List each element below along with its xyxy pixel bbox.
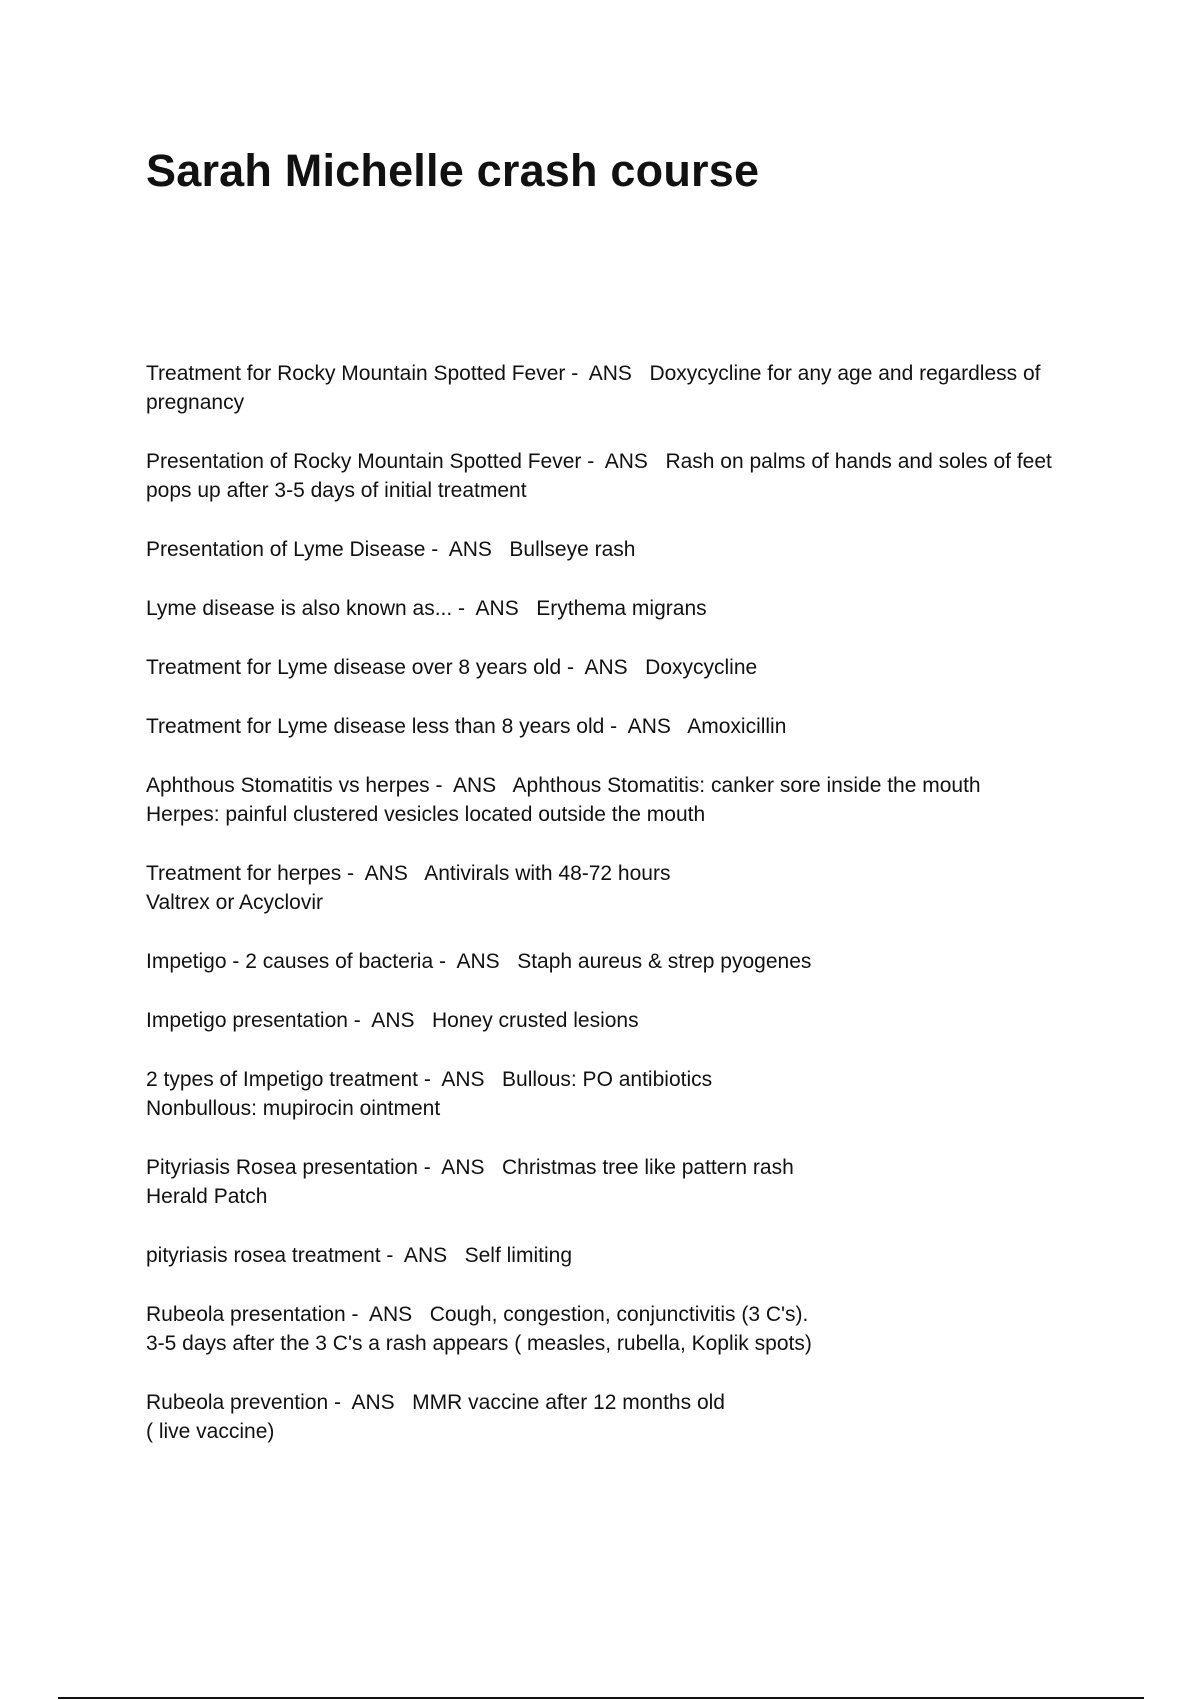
question-text: Rubeola prevention: [146, 1391, 329, 1414]
answer-continuation: ( live vaccine): [146, 1420, 275, 1443]
question-text: Presentation of Rocky Mountain Spotted Fever: [146, 450, 582, 473]
answer-text: Bullseye rash: [509, 538, 636, 561]
qa-item: [146, 1153, 1086, 1211]
question-text: Presentation of Lyme Disease: [146, 538, 426, 561]
answer-marker: - ANS: [417, 1156, 502, 1179]
answer-marker: - ANS: [452, 597, 537, 620]
answer-text: Self limiting: [464, 1244, 572, 1267]
question-text: pityriasis rosea treatment: [146, 1244, 381, 1267]
answer-marker: - ANS: [341, 862, 425, 885]
answer-text: Honey crusted lesions: [432, 1009, 639, 1032]
qa-first-line: [146, 359, 1086, 417]
question-text: Pityriasis Rosea presentation: [146, 1156, 418, 1179]
answer-text: MMR vaccine after 12 months old: [412, 1391, 725, 1414]
qa-item: [146, 359, 1086, 417]
qa-item: [146, 535, 1086, 564]
qa-first-line: [146, 1241, 1086, 1270]
answer-marker: - ANS: [581, 450, 666, 473]
answer-marker: - ANS: [429, 774, 513, 797]
footer-divider: [58, 1697, 1144, 1699]
question-text: Treatment for Lyme disease less than 8 years old: [146, 715, 605, 738]
qa-first-line: [146, 1153, 1086, 1182]
question-text: Aphthous Stomatitis vs herpes: [146, 774, 430, 797]
qa-item: [146, 771, 1086, 829]
answer-continuation: Herald Patch: [146, 1185, 268, 1208]
qa-first-line: [146, 1388, 1086, 1417]
answer-marker: - ANS: [347, 1009, 432, 1032]
qa-first-line: [146, 1065, 1086, 1094]
answer-marker: - ANS: [561, 656, 646, 679]
qa-item: [146, 447, 1086, 505]
qa-item: [146, 1006, 1086, 1035]
question-text: Treatment for Rocky Mountain Spotted Fever: [146, 362, 566, 385]
qa-item: [146, 1241, 1086, 1270]
answer-marker: - ANS: [380, 1244, 465, 1267]
answer-marker: - ANS: [417, 1068, 503, 1091]
question-text: Impetigo presentation: [146, 1009, 348, 1032]
answer-marker: - ANS: [328, 1391, 413, 1414]
page-title: Sarah Michelle crash course: [146, 145, 760, 196]
answer-marker: - ANS: [433, 950, 518, 973]
question-text: Impetigo - 2 causes of bacteria: [146, 950, 434, 973]
qa-item: [146, 712, 1086, 741]
qa-first-line: [146, 947, 1086, 976]
answer-continuation: Nonbullous: mupirocin ointment: [146, 1097, 441, 1120]
answer-marker: - ANS: [565, 362, 650, 385]
answer-text: Bullous: PO antibiotics: [502, 1068, 713, 1091]
question-text: Lyme disease is also known as...: [146, 597, 453, 620]
question-text: Treatment for herpes: [146, 862, 342, 885]
qa-item: [146, 859, 1086, 917]
answer-text: Amoxicillin: [687, 715, 787, 738]
answer-marker: - ANS: [604, 715, 688, 738]
answer-text: Aphthous Stomatitis: canker sore inside the mouth: [512, 774, 981, 797]
qa-first-line: [146, 1006, 1086, 1035]
qa-item: [146, 947, 1086, 976]
answer-text: Christmas tree like pattern rash: [502, 1156, 794, 1179]
qa-first-line: [146, 447, 1086, 505]
answer-continuation: 3-5 days after the 3 C's a rash appears ( measles, rubella, Koplik spots): [146, 1332, 812, 1355]
answer-text: Doxycycline: [645, 656, 758, 679]
qa-first-line: [146, 1300, 1086, 1329]
qa-list: [146, 359, 1086, 1476]
answer-text: Cough, congestion, conjunctivitis (3 C's).: [429, 1303, 809, 1326]
qa-item: [146, 1388, 1086, 1446]
answer-continuation: Valtrex or Acyclovir: [146, 891, 323, 914]
qa-first-line: [146, 712, 1086, 741]
question-text: Rubeola presentation: [146, 1303, 346, 1326]
answer-continuation: Herpes: painful clustered vesicles located outside the mouth: [146, 803, 706, 826]
answer-text: Doxycycline for any age and regardless of pregnancy: [146, 362, 1047, 414]
answer-text: Antivirals with 48-72 hours: [424, 862, 671, 885]
answer-text: Erythema migrans: [536, 597, 707, 620]
qa-first-line: [146, 594, 1086, 623]
qa-item: [146, 653, 1086, 682]
answer-marker: - ANS: [425, 538, 510, 561]
answer-text: Rash on palms of hands and soles of feet pops up after 3-5 days of initial treatment: [146, 450, 1058, 502]
qa-item: [146, 594, 1086, 623]
qa-first-line: [146, 859, 1086, 888]
qa-first-line: [146, 771, 1086, 800]
qa-first-line: [146, 653, 1086, 682]
answer-text: Staph aureus & strep pyogenes: [517, 950, 812, 973]
qa-first-line: [146, 535, 1086, 564]
question-text: Treatment for Lyme disease over 8 years old: [146, 656, 562, 679]
qa-item: [146, 1300, 1086, 1358]
answer-marker: - ANS: [345, 1303, 430, 1326]
question-text: 2 types of Impetigo treatment: [146, 1068, 418, 1091]
qa-item: [146, 1065, 1086, 1123]
